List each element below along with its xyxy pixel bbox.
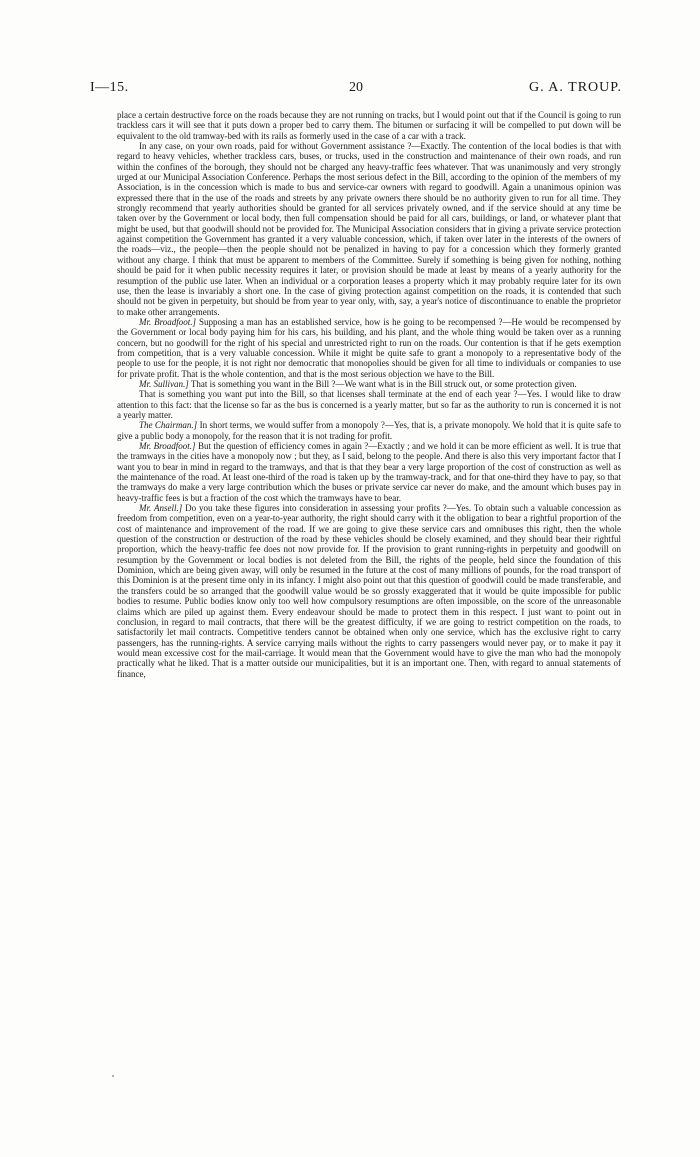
paragraph [117,317,621,379]
witness-name: G. A. TROUP. [528,80,622,95]
speaker-label: Mr. Sullivan.] [139,378,189,389]
page-header [90,80,622,100]
paragraph-text: That is something you want put into the Bill, so that licenses shall terminate at the end of each year ?—Yes. I would like to draw attention to this fact: that the license so far as the bus is concerned is a yearly matter, but so far as the authority to run is concerned it is not a yearly matter. [117,389,621,420]
document-body [117,110,621,679]
document-reference: I—15. [90,80,129,95]
paragraph-text: Do you take these figures into consideration in assessing your profits ?—Yes. To obtain such a valuable concession as freedom from competition, even on a year-to-year authority, the right should carry with it the obligation to bear a rightful proportion of the cost of maintenance and improvement of the road. If we are going to give these service cars and omnibuses this right, then the whole question of the construction or destruction of the road by these vehicles should be closely examined, and they should bear their rightful proportion, which the heavy-traffic fee does not now provide for. If the provision to grant running-rights in perpetuity and goodwill on resumption by the Government or local bodies is not deleted from the Bill, the rights of the people, held since the foundation of this Dominion, which are being given away, will only be resumed in the future at the cost of many millions of pounds, for the road transport of this Dominion is at the present time only in its infancy. I might also point out that this question of goodwill could be made transferable, and the transfers could be so arranged that the goodwill value would be so grossly exaggerated that it would be quite impossible for public bodies to resume. Public bodies know only too well how compulsory resumptions are often impossible, on the score of the unreasonable claims which are piled up against them. Every endeavour should be made to protect them in this respect. I just want to point out in conclusion, in regard to mail contracts, that there will be the greatest difficulty, if we are going to restrict competition on the roads, to satisfactorily let mail contracts. Competitive tenders cannot be obtained when only one service, which has the exclusive right to carry passengers, has the running-rights. A service carrying mails without the rights to carry passengers would never pay, or to make it pay it would mean excessive cost for the mail-carriage. It would mean that the Government would have to give the man who had the monopoly practically what he liked. That is a matter outside our municipalities, but it is an important one. Then, with regard to annual statements of finance, [117,503,621,679]
speaker-label: The Chairman.] [139,420,198,431]
page-number: 20 [349,80,363,95]
paragraph-text: But the question of efficiency comes in again ?—Exactly ; and we hold it can be more efficient as well. It is true that the tramways in the cities have a monopoly now ; but they, as I said, belong to the people. And there is also this very important factor that I want you to bear in mind in regard to the tramways, and that is that they bear a very large proportion of the cost of construction as well as the maintenance of the road. At least one-third of the road is taken up by the tramway-track, and for that one-third they have to pay, so that the tramways do make a very large contribution which the buses or private service car never do make, and the amount which buses pay in heavy-traffic fees is but a fraction of the cost which the tramways have to bear. [117,441,621,503]
speaker-label: Mr. Ansell.] [139,503,183,514]
speaker-label: Mr. Broadfoot.] [139,316,197,327]
paragraph-text: That is something you want in the Bill ?—We want what is in the Bill struck out, or some protection given. [188,378,577,389]
paragraph [117,379,621,389]
paragraph-text: In short terms, we would suffer from a monopoly ?—Yes, that is, a private monopoly. We hold that it is quite safe to give a public body a monopoly, for the reason that it is not trading for profit. [117,420,621,441]
paragraph [117,141,621,317]
paragraph [117,441,621,503]
paragraph-text: Supposing a man has an established service, how is he going to be recompensed ?—He would be recompensed by the Government or local body paying him for his cars, his building, and his plant, and the whole thing would be taken over as a running concern, but no goodwill for the right of his special and unrestricted right to run on the roads. Our contention is that if he gets exemption from competition, that is a very valuable concession. While it might be quite safe to grant a monopoly to a representative body of the people to use for the people, it is not right nor democratic that monopolies should be given for all time to individuals or companies to use for private profit. That is the whole contention, and that is the most serious objection we have to the Bill. [117,316,621,379]
paragraph [117,389,621,420]
paragraph-text: In any case, on your own roads, paid for without Government assistance ?—Exactly. The contention of the local bodies is that with regard to heavy vehicles, whether trackless cars, buses, or trucks, used in the construction and maintenance of their own roads, and run within the confines of the borough, they should not be charged any heavy-traffic fees whatever. That was unanimously and very strongly urged at our Municipal Association Conference. Perhaps the most serious defect in the Bill, according to the opinion of the members of my Association, is in the concession which is made to bus and service-car owners with regard to goodwill. Again a unanimous opinion was expressed there that in the use of the roads and streets by any private owners there should be no authority given to run for all time. They strongly recommend that yearly authorities should be granted for all services privately owned, and if the service should at any time be taken over by the Government or local body, then full compensation should be paid for all cars, buildings, or land, or whatever plant that might be used, but that goodwill should not be provided for. The Municipal Association considers that in giving a private service protection against competition the Government has granted it a very valuable concession, which, if taken over later in the interests of the owners of the roads—viz., the people—then the people should not be penalized in having to pay for a concession which they formerly granted without any charge. I think that must be apparent to members of the Committee. Surely if something is being given for nothing, nothing should be paid for it when public necessity requires it later, or provision should be made at least by means of a yearly authority for the resumption of the public use later. When an individual or a corporation leases a property which it may probably require later for its own use, then the lease is invariably a short one. In the case of giving protection against competition on the roads, it is contended that such should not be given in perpetuity, but should be from year to year only, with, say, a year's notice of discontinuance to enable the proprietor to make other arrangements. [117,141,621,317]
paragraph-text: place a certain destructive force on the roads because they are not running on tracks, but I would point out that if the Council is going to run trackless cars it will see that it puts down a proper bed to carry them. The bitumen or surfacing it will be compelled to put down will be equivalent to the old tramway-bed with its rails as formerly used in the case of a car with a track. [117,110,621,141]
paragraph [117,503,621,679]
scan-speck [112,1075,114,1077]
paragraph [117,110,621,141]
speaker-label: Mr. Broadfoot.] [139,441,196,451]
paragraph [117,420,621,441]
